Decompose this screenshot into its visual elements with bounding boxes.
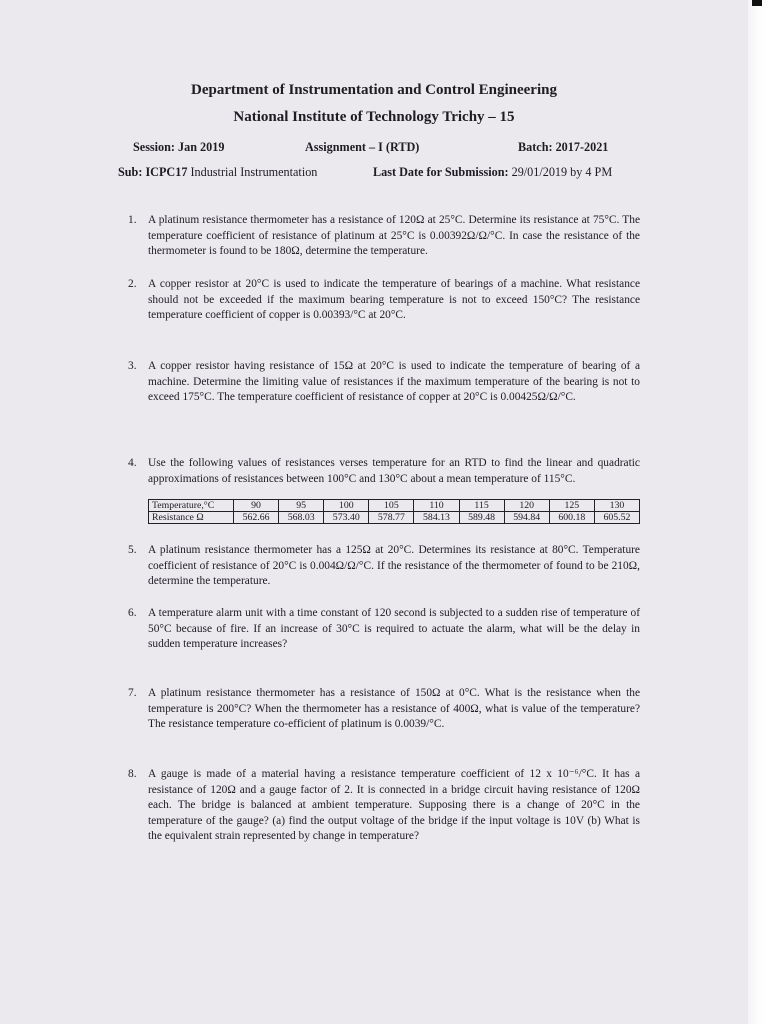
question-number: 8. <box>128 768 137 780</box>
institute-title: National Institute of Technology Trichy – 15 <box>233 109 515 125</box>
question-4 <box>128 456 640 487</box>
subject-name: Industrial Instrumentation <box>190 165 318 179</box>
question-number: 4. <box>128 457 137 469</box>
deadline-label: Last Date for Submission: <box>373 165 509 179</box>
question-6 <box>128 606 640 653</box>
question-number: 7. <box>128 687 137 699</box>
table-cell: 95 <box>279 500 324 512</box>
batch-label <box>518 140 608 155</box>
table-cell: 578.77 <box>369 512 414 524</box>
batch-text: Batch: 2017-2021 <box>518 140 609 154</box>
question-number: 6. <box>128 607 137 619</box>
question-text: A gauge is made of a material having a resistance temperature coefficient of 12 x 10⁻⁶/°C. It has a resistance of 120Ω and a gauge factor of 2. It is connected in a bridge circuit having resistance of 120Ω each. The bridge is balanced at ambient temperature. Supposing there is a change of 20°C in the temperature of the gauge? (a) find the output voltage of the bridge if the input voltage is 10V (b) What is the equivalent strain represented by change in temperature? <box>148 768 640 843</box>
session-label <box>133 140 224 155</box>
question-5 <box>128 543 640 590</box>
question-number: 3. <box>128 360 137 372</box>
question-3 <box>128 359 640 406</box>
question-text: Use the following values of resistances verses temperature for an RTD to find the linear and quadratic approximations of resistances between 100°C and 130°C about a mean temperature of 115°C. <box>148 457 640 485</box>
scan-page-edge <box>748 0 768 1024</box>
question-2 <box>128 277 640 324</box>
question-text: A copper resistor at 20°C is used to indicate the temperature of bearings of a machine. What resistance should not be exceeded if the maximum bearing temperature is not to exceed 150°C? The resistance temperature coefficient of copper is 0.00393/°C at 20°C. <box>148 278 640 322</box>
table-cell: 568.03 <box>279 512 324 524</box>
deadline-line <box>373 165 612 180</box>
rtd-data-table <box>148 499 640 524</box>
question-text: A platinum resistance thermometer has a resistance of 150Ω at 0°C. What is the resistance when the temperature is 200°C? When the thermometer has a resistance of 400Ω, what is value of the temperature? The resistance temperature co-efficient of platinum is 0.0039/°C. <box>148 687 640 731</box>
table-cell: 125 <box>549 500 594 512</box>
question-text: A temperature alarm unit with a time constant of 120 second is subjected to a sudden rise of temperature of 50°C because of fire. If an increase of 30°C is required to actuate the alarm, what will be the delay in sudden temperature increases? <box>148 607 640 651</box>
table-cell: 594.84 <box>504 512 549 524</box>
scan-corner-mark <box>752 0 762 6</box>
question-1 <box>128 213 640 260</box>
table-cell: 90 <box>234 500 279 512</box>
assignment-label <box>305 140 419 155</box>
department-title: Department of Instrumentation and Control Engineering <box>191 82 557 98</box>
table-cell: 600.18 <box>549 512 594 524</box>
row-header-temperature: Temperature,°C <box>149 500 234 512</box>
subject-code: Sub: ICPC17 <box>118 165 188 179</box>
question-number: 2. <box>128 278 137 290</box>
table-cell: 110 <box>414 500 459 512</box>
question-number: 1. <box>128 214 137 226</box>
table-cell: 130 <box>594 500 639 512</box>
table-row-temperature <box>149 500 640 512</box>
table-cell: 105 <box>369 500 414 512</box>
table-cell: 120 <box>504 500 549 512</box>
question-number: 5. <box>128 544 137 556</box>
row-header-resistance: Resistance Ω <box>149 512 234 524</box>
deadline-value: 29/01/2019 by 4 PM <box>511 165 613 179</box>
question-text: A platinum resistance thermometer has a 125Ω at 20°C. Determines its resistance at 80°C. Temperature coefficient of resistance of 20°C is 0.004Ω/Ω/°C. If the resistance of the thermometer of found to be 210Ω, determine the temperature. <box>148 544 640 588</box>
table-cell: 584.13 <box>414 512 459 524</box>
subject-line <box>118 165 317 180</box>
table-cell: 100 <box>324 500 369 512</box>
question-text: A platinum resistance thermometer has a resistance of 120Ω at 25°C. Determine its resistance at 75°C. The temperature coefficient of resistance of platinum at 25°C is 0.00392Ω/Ω/°C. In case the resistance of the thermometer is found to be 180Ω, determine the temperature. <box>148 214 640 258</box>
assignment-text: Assignment – I (RTD) <box>305 140 420 154</box>
table-cell: 573.40 <box>324 512 369 524</box>
question-7 <box>128 686 640 733</box>
question-8 <box>128 767 640 845</box>
question-text: A copper resistor having resistance of 15Ω at 20°C is used to indicate the temperature of bearing of a machine. Determine the limiting value of resistances if the maximum temperature of the bearing is not to exceed 175°C. The temperature coefficient of resistance of copper at 20°C is 0.00425Ω/Ω/°C. <box>148 360 640 404</box>
session-text: Session: Jan 2019 <box>133 140 225 154</box>
table-row-resistance <box>149 512 640 524</box>
table-cell: 605.52 <box>594 512 639 524</box>
table-cell: 589.48 <box>459 512 504 524</box>
table-cell: 115 <box>459 500 504 512</box>
table-cell: 562.66 <box>234 512 279 524</box>
